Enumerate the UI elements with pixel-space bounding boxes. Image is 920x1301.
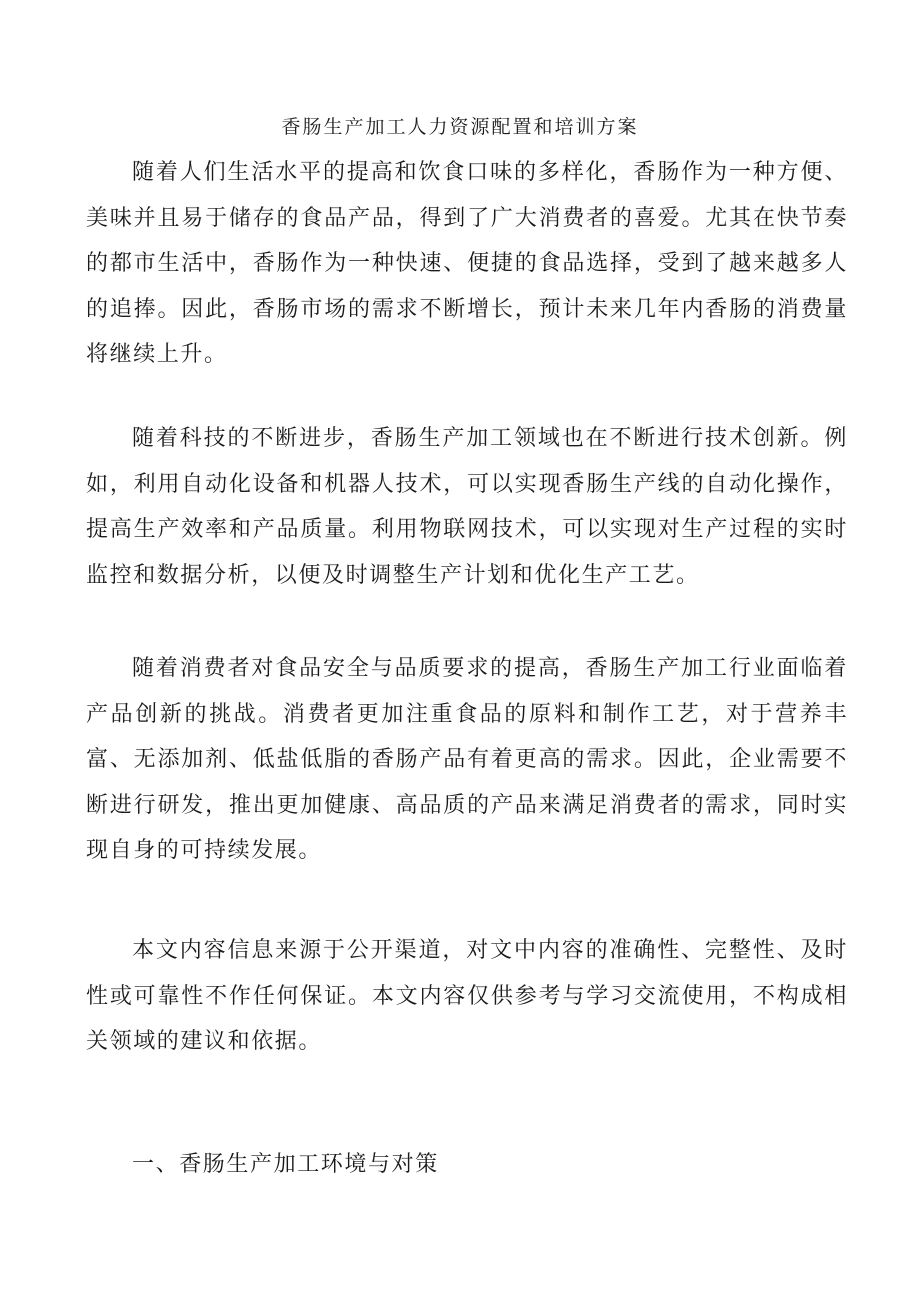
paragraph-disclaimer: 本文内容信息来源于公开渠道，对文中内容的准确性、完整性、及时性或可靠性不作任何保证。本文内容仅供参考与学习交流使用，不构成相关领域的建议和依据。 — [86, 938, 848, 1054]
section-heading: 一、香肠生产加工环境与对策 — [132, 1152, 439, 1177]
paragraph-technology: 随着科技的不断进步，香肠生产加工领域也在不断进行技术创新。例如，利用自动化设备和机器人技术，可以实现香肠生产线的自动化操作，提高生产效率和产品质量。利用物联网技术，可以实现对生产过程的实时监控和数据分析，以便及时调整生产计划和优化生产工艺。 — [86, 426, 848, 588]
paragraph-market-demand: 随着人们生活水平的提高和饮食口味的多样化，香肠作为一种方便、美味并且易于储存的食品产品，得到了广大消费者的喜爱。尤其在快节奏的都市生活中，香肠作为一种快速、便捷的食品选择，受到了越来越多人的追捧。因此，香肠市场的需求不断增长，预计未来几年内香肠的消费量将继续上升。 — [86, 160, 848, 367]
document-title: 香肠生产加工人力资源配置和培训方案 — [281, 116, 639, 138]
paragraph-product-innovation: 随着消费者对食品安全与品质要求的提高，香肠生产加工行业面临着产品创新的挑战。消费者更加注重食品的原料和制作工艺，对于营养丰富、无添加剂、低盐低脂的香肠产品有着更高的需求。因此，企业需要不断进行研发，推出更加健康、高品质的产品来满足消费者的需求，同时实现自身的可持续发展。 — [86, 656, 848, 863]
